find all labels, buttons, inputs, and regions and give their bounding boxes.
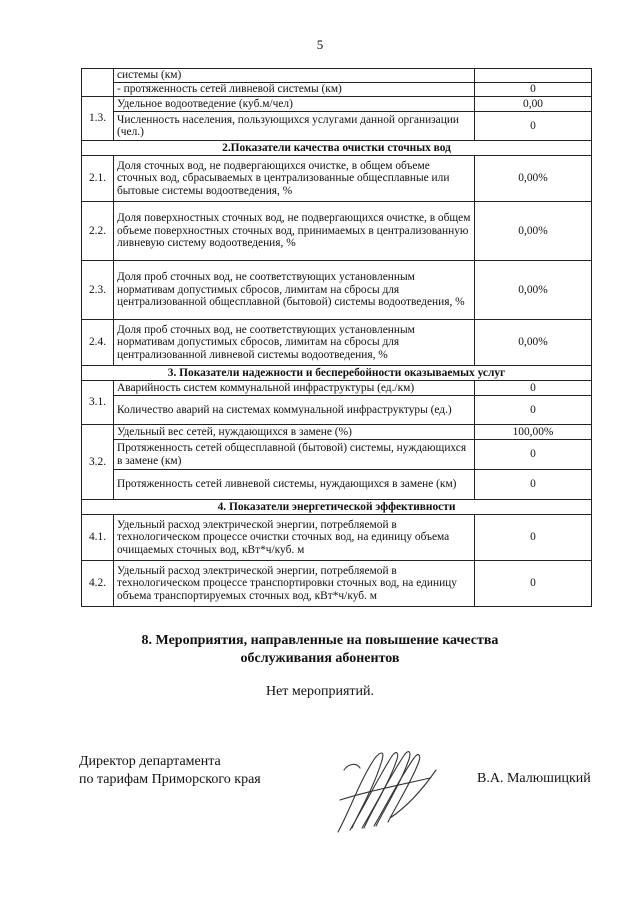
indicator-text: Количество аварий на системах коммунальной инфраструктуры (ед.) [114, 396, 475, 425]
indicator-text: Доля проб сточных вод, не соответствующих установленным нормативам допустимых сбросов, лимитам на сбросы для централизованной ливневой системы водоотведения, % [114, 320, 475, 366]
table-row [82, 515, 592, 561]
table-row [82, 261, 592, 320]
table-row [82, 381, 592, 396]
page-number: 5 [316, 37, 324, 52]
row-number: 3.1. [82, 381, 114, 425]
indicator-value: 0 [475, 515, 592, 561]
row-number: 2.4. [82, 320, 114, 366]
indicator-value: 0,00% [475, 156, 592, 202]
indicator-text: Численность населения, пользующихся услугами данной организации (чел.) [114, 112, 475, 141]
indicator-text: Доля проб сточных вод, не соответствующих установленным нормативам допустимых сбросов, лимитам на сбросы для централизованной общесплавной (бытовой) системы водоотведения, % [114, 261, 475, 320]
indicator-value: 0 [475, 470, 592, 500]
table-row [82, 69, 592, 83]
row-number: 2.1. [82, 156, 114, 202]
indicator-text: Протяженность сетей ливневой системы, нуждающихся в замене (км) [114, 470, 475, 500]
indicators-table [81, 68, 592, 607]
table-row [82, 396, 592, 425]
indicator-text: Протяженность сетей общесплавной (бытовой) системы, нуждающихся в замене (км) [114, 440, 475, 470]
indicator-text: Удельное водоотведение (куб.м/чел) [114, 97, 475, 112]
indicator-value: 0 [475, 440, 592, 470]
table-row [82, 156, 592, 202]
indicator-text: - протяженность сетей ливневой системы (км) [114, 83, 475, 97]
table-row [82, 202, 592, 261]
indicator-value: 0 [475, 396, 592, 425]
signatory-name: В.А. Малюшицкий [477, 771, 591, 786]
indicator-value: 0,00 [475, 97, 592, 112]
indicator-value: 0 [475, 381, 592, 396]
row-number: 4.1. [82, 515, 114, 561]
section-header: 3. Показатели надежности и бесперебойности оказываемых услуг [82, 366, 592, 381]
position-line: Директор департамента [79, 754, 221, 769]
indicator-value: 0 [475, 561, 592, 607]
section-heading [0, 632, 640, 668]
indicator-value: 0 [475, 112, 592, 141]
row-number: 2.3. [82, 261, 114, 320]
indicator-value: 0,00% [475, 320, 592, 366]
row-number: 3.2. [82, 425, 114, 500]
indicator-value: 0,00% [475, 261, 592, 320]
no-measures-text: Нет мероприятий. [265, 684, 375, 699]
indicator-text: Аварийность систем коммунальной инфраструктуры (ед./км) [114, 381, 475, 396]
table-row [82, 83, 592, 97]
position-line: по тарифам Приморского края [79, 772, 261, 787]
table-row [82, 320, 592, 366]
table-row [82, 440, 592, 470]
section-header: 4. Показатели энергетической эффективности [82, 500, 592, 515]
indicator-text: системы (км) [114, 69, 475, 83]
table-row [82, 561, 592, 607]
indicator-text: Удельный расход электрической энергии, потребляемой в технологическом процессе очистки сточных вод, на единицу объема очищаемых сточных вод, кВт*ч/куб. м [114, 515, 475, 561]
table-row [82, 470, 592, 500]
section-heading-line: обслуживания абонентов [240, 651, 400, 666]
indicator-value: 100,00% [475, 425, 592, 440]
section-row [82, 366, 592, 381]
row-number: 4.2. [82, 561, 114, 607]
indicator-value: 0,00% [475, 202, 592, 261]
row-number: 1.3. [82, 97, 114, 141]
indicator-text: Доля поверхностных сточных вод, не подвергающихся очистке, в общем объеме поверхностных сточных вод, принимаемых в централизованную ливневую систему водоотведения, % [114, 202, 475, 261]
indicator-text: Доля сточных вод, не подвергающихся очистке, в общем объеме сточных вод, сбрасываемых в централизованные общесплавные или бытовые системы водоотведения, % [114, 156, 475, 202]
table-row [82, 425, 592, 440]
section-row [82, 141, 592, 156]
row-number-empty [82, 69, 114, 97]
section-heading-line: 8. Мероприятия, направленные на повышение качества [141, 633, 499, 648]
indicator-text: Удельный вес сетей, нуждающихся в замене (%) [114, 425, 475, 440]
row-number: 2.2. [82, 202, 114, 261]
indicator-value [475, 69, 592, 83]
indicator-text: Удельный расход электрической энергии, потребляемой в технологическом процессе транспортировки сточных вод, на единицу объема транспортируемых сточных вод, кВт*ч/куб. м [114, 561, 475, 607]
indicator-value: 0 [475, 83, 592, 97]
table-row [82, 97, 592, 112]
section-header: 2.Показатели качества очистки сточных вод [82, 141, 592, 156]
section-row [82, 500, 592, 515]
handwritten-signature [330, 740, 440, 840]
table-row [82, 112, 592, 141]
signatory-position [79, 753, 261, 789]
